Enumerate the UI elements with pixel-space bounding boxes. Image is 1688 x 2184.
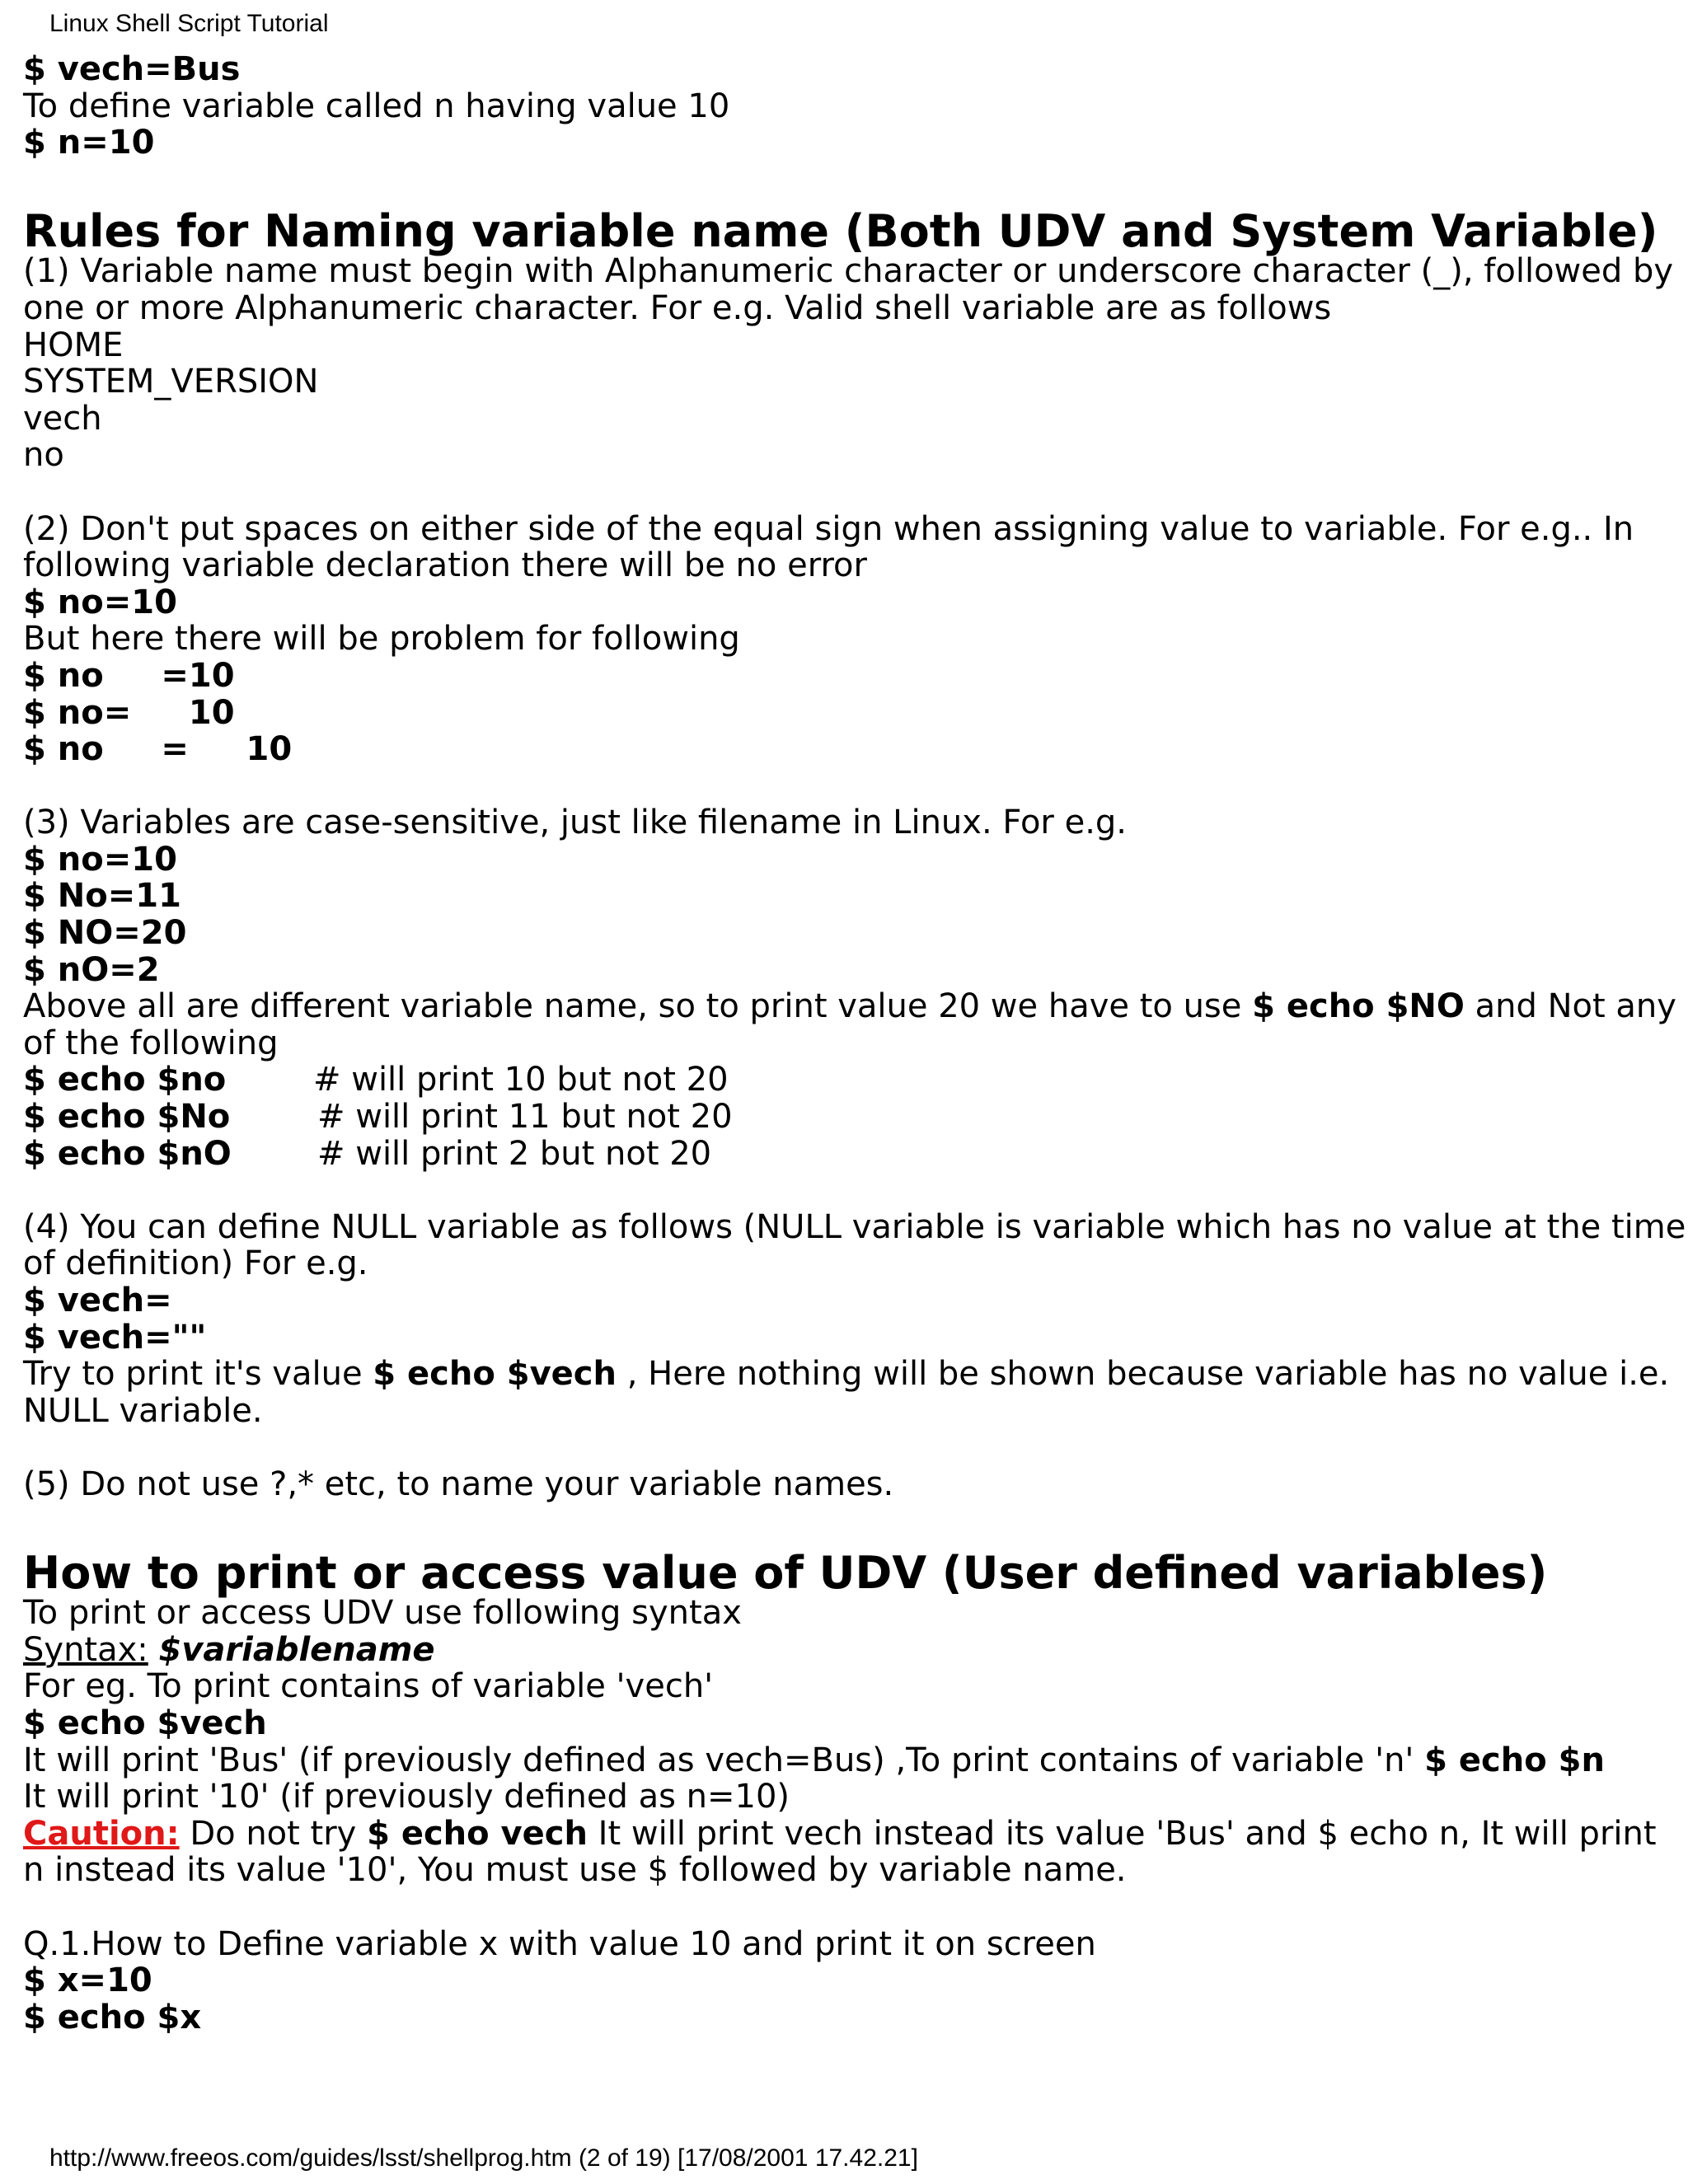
question-line: Q.1.How to Define variable x with value 10 and print it on screen [23,1924,1096,1963]
text-line: To print or access UDV use following syntax [23,1594,742,1633]
text-segment: Above all are different variable name, so to print value 20 we have to use [23,987,1253,1026]
code-line: $ vech=Bus [23,50,241,88]
text-line: of definition) For e.g. [23,1244,368,1283]
inline-code: $ echo $NO [1252,987,1465,1026]
text-line: (3) Variables are case-sensitive, just like filename in Linux. For e.g. [23,804,1128,842]
section-heading-print-udv: How to print or access value of UDV (User defined variables) [23,1547,1548,1600]
text-line: For eg. To print contains of variable 'vech' [23,1667,714,1706]
text-line: NULL variable. [23,1391,263,1430]
text-segment: Do not try [179,1814,368,1853]
text-line [23,987,1676,1026]
syntax-value: $variablename [158,1630,435,1669]
inline-code: $ echo $No [23,1098,231,1137]
text-line: It will print '10' (if previously defined as n=10) [23,1778,790,1816]
text-line: (5) Do not use ?,* etc, to name your variable names. [23,1465,894,1503]
inline-code: $ echo $nO [23,1134,232,1173]
code-line: $ no = 10 [23,730,293,769]
inline-code: $ echo $no [23,1061,227,1099]
caution-line [23,1816,1663,1853]
code-line: $ echo $vech [23,1704,267,1742]
example-variable: vech [23,399,102,438]
echo-row [23,1136,1663,1173]
text-segment: and Not any [1464,987,1676,1026]
code-line: $ NO=20 [23,914,187,953]
code-line: $ no= 10 [23,693,235,732]
echo-row [23,1099,1663,1136]
text-line [23,1355,1670,1394]
code-line: $ no =10 [23,656,235,695]
text-line: To define variable called n having value 10 [23,87,730,125]
section-heading-naming-rules: Rules for Naming variable name (Both UDV and System Variable) [23,205,1658,258]
code-line: $ no=10 [23,840,177,879]
inline-code: $ echo vech [367,1814,588,1853]
text-line: one or more Alphanumeric character. For e.g. Valid shell variable are as follows [23,288,1332,327]
text-segment: It will print vech instead its value 'Bus' and $ echo n, It will print [587,1814,1657,1853]
syntax-line [23,1632,1663,1669]
example-variable: no [23,436,64,475]
inline-code: $ echo $vech [373,1355,617,1394]
example-variable: SYSTEM_VERSION [23,363,319,401]
caution-label: Caution: [23,1814,180,1853]
text-line: (2) Don't put spaces on either side of the equal sign when assigning value to variable. For e.g.. In [23,509,1634,548]
text-line [23,1742,1663,1779]
text-line: (1) Variable name must begin with Alphanumeric character or underscore character (_), followed by [23,252,1674,291]
inline-code: $ echo $n [1424,1741,1605,1779]
code-comment: # will print 11 but not 20 [317,1098,733,1137]
text-segment: , Here nothing will be shown because variable has no value i.e. [616,1355,1670,1394]
echo-row [23,1062,1663,1099]
code-line: $ no=10 [23,583,177,621]
text-line: But here there will be problem for following [23,620,740,658]
tutorial-content [23,50,1686,2036]
code-line: $ x=10 [23,1961,152,2000]
text-segment: It will print 'Bus' (if previously defined as vech=Bus) ,To print contains of variable 'n' [23,1741,1425,1779]
code-line: $ vech="" [23,1318,207,1357]
text-line: n instead its value '10', You must use $ followed by variable name. [23,1851,1127,1890]
code-line: $ nO=2 [23,950,160,989]
example-variable: HOME [23,326,124,364]
page-header: Linux Shell Script Tutorial [49,10,329,37]
text-segment: Try to print it's value [23,1355,373,1394]
code-line: $ No=11 [23,877,181,916]
code-comment: # will print 2 but not 20 [317,1134,712,1173]
text-line: following variable declaration there will be no error [23,546,867,585]
code-comment: # will print 10 but not 20 [313,1061,729,1099]
syntax-label: Syntax: [23,1630,148,1669]
code-line: $ echo $x [23,1998,202,2036]
page-footer-url: http://www.freeos.com/guides/lsst/shellprog.htm (2 of 19) [17/08/2001 17.42.21] [49,2144,918,2172]
code-line: $ vech= [23,1282,172,1319]
text-line: of the following [23,1024,279,1062]
code-line: $ n=10 [23,124,155,162]
text-line: (4) You can define NULL variable as follows (NULL variable is variable which has no value at the time [23,1207,1686,1246]
